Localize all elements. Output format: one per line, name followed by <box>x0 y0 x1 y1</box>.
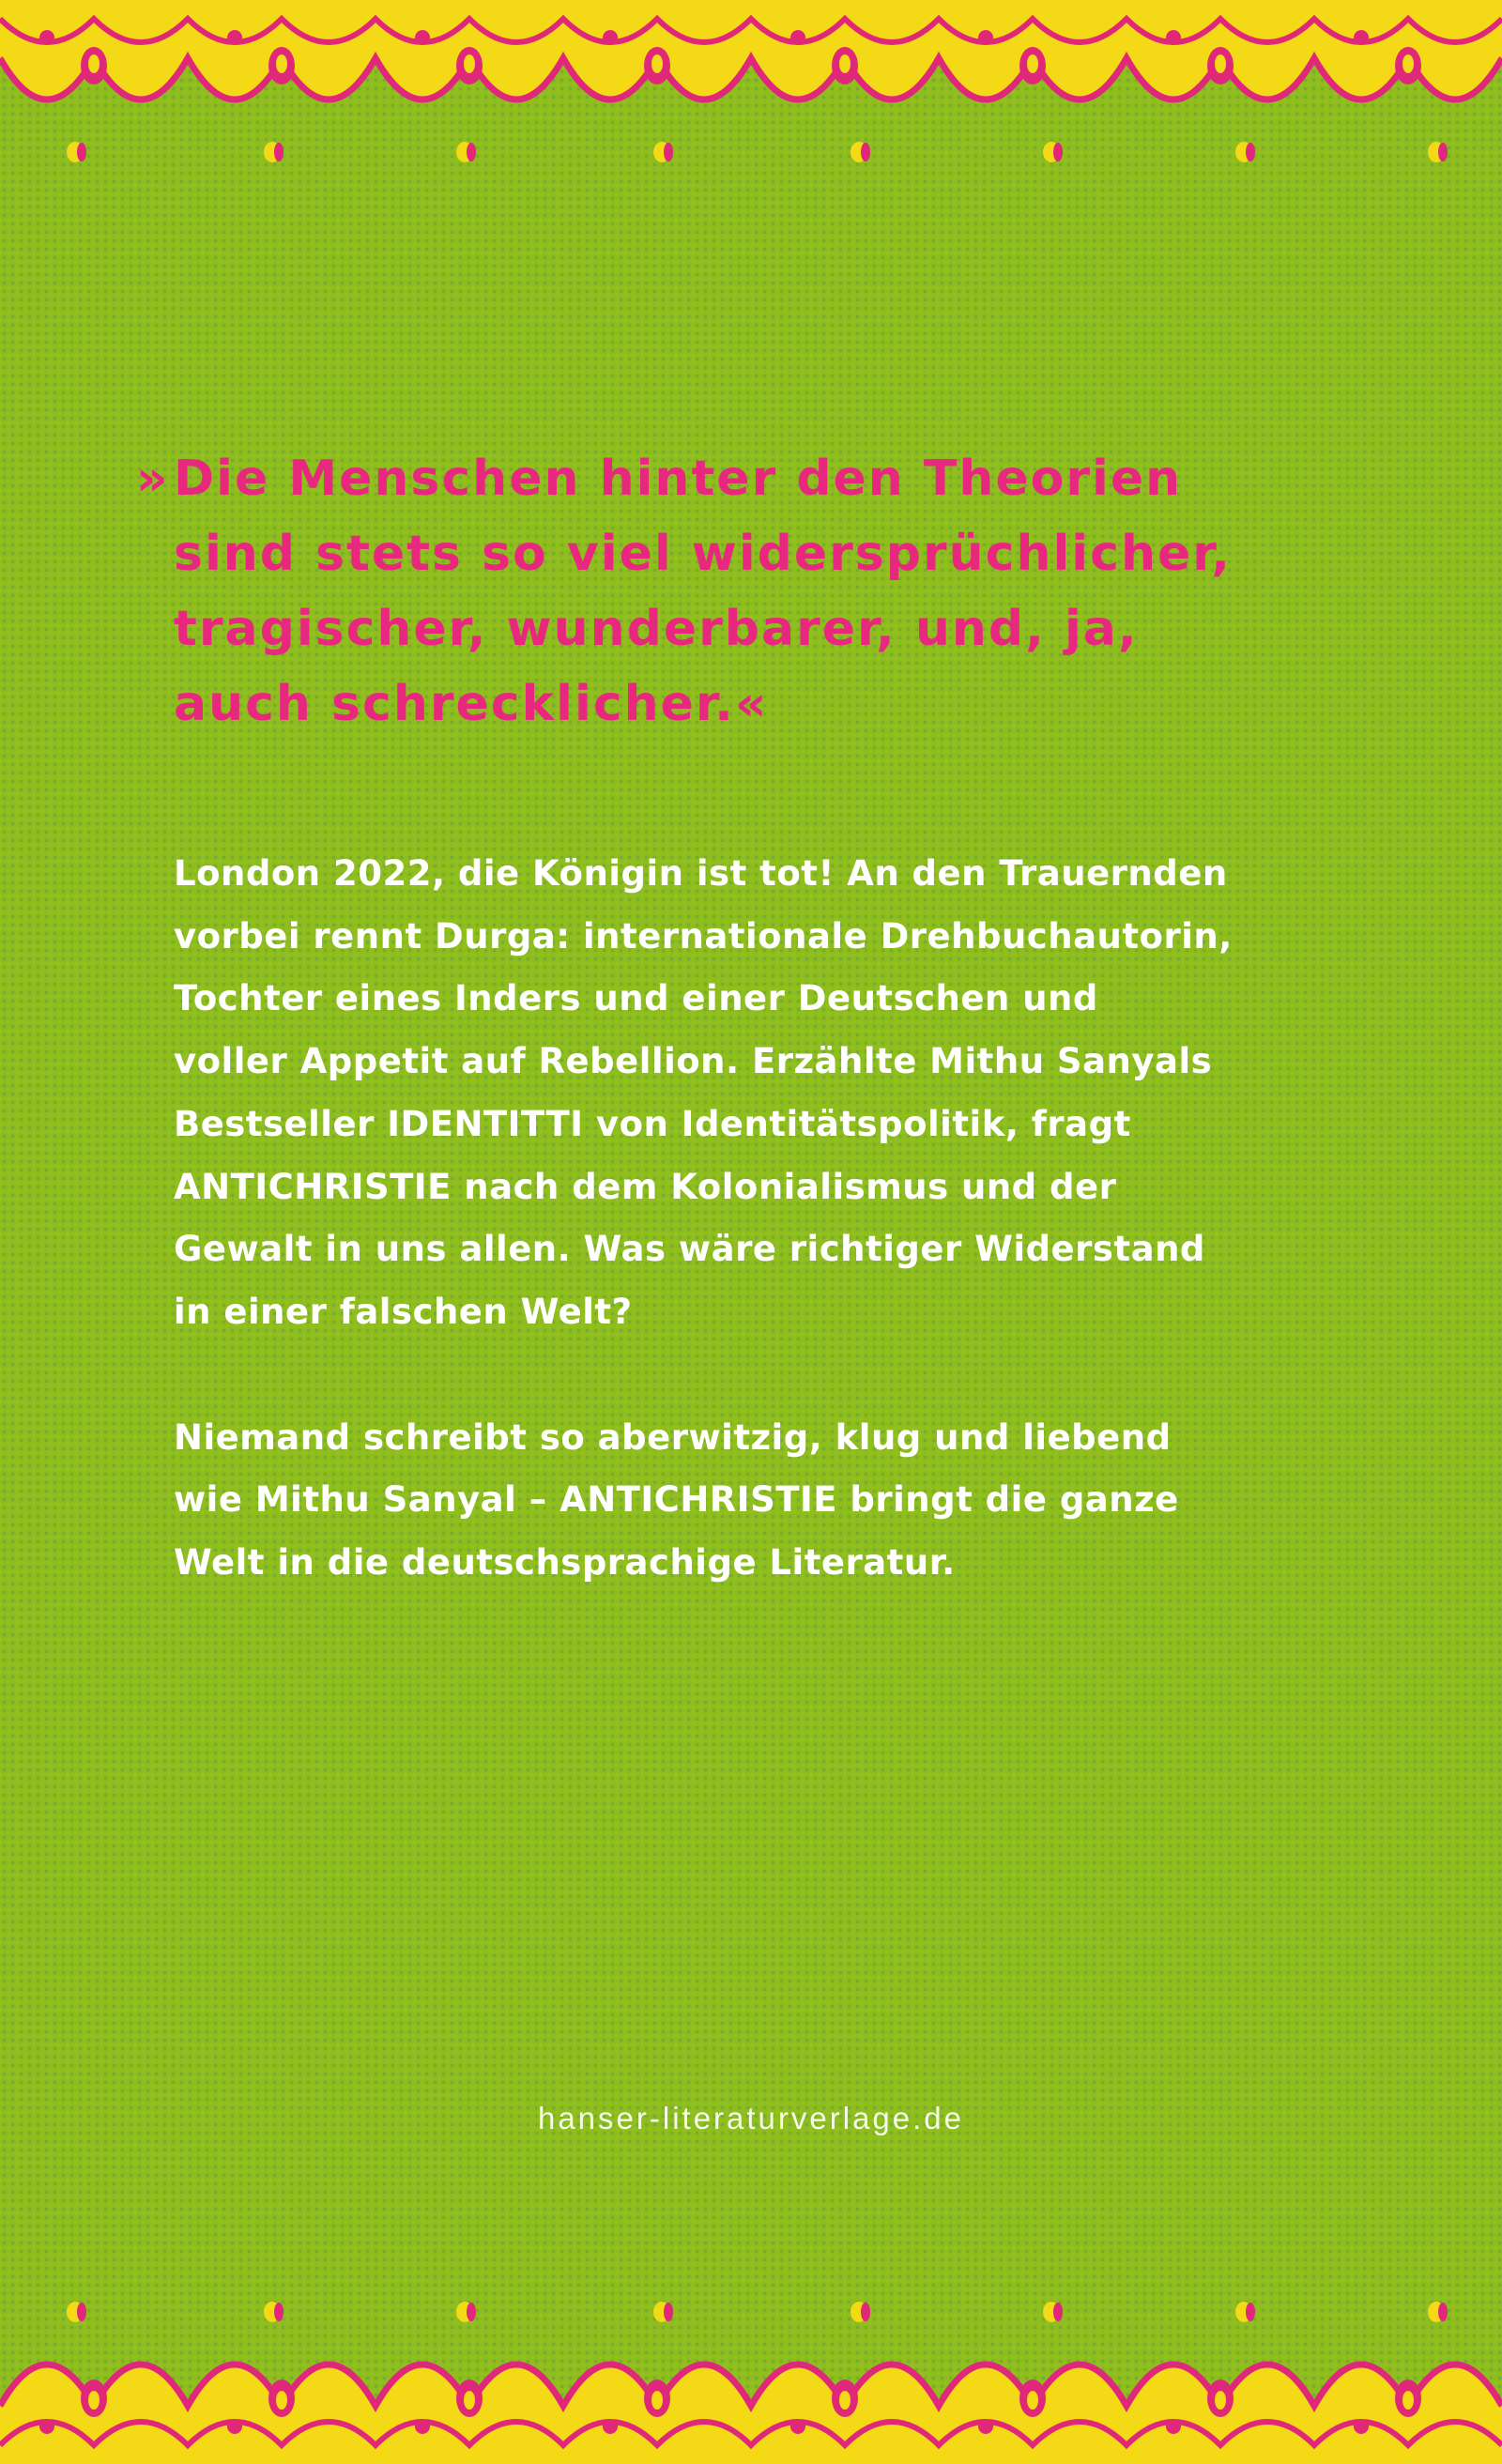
blurb-line: Welt in die deutschsprachige Literatur. <box>174 1542 956 1584</box>
blurb-line: Gewalt in uns allen. Was wäre richtiger Widerstand <box>174 1229 1205 1270</box>
pull-quote <box>136 441 1338 742</box>
top-ornamental-border <box>0 0 1502 169</box>
quote-line: Die Menschen hinter den Theorien <box>174 451 1183 507</box>
bottom-ornamental-border <box>0 2295 1502 2464</box>
blurb-line: Tochter eines Inders und einer Deutschen und <box>174 978 1098 1019</box>
blurb-line: vorbei rennt Durga: internationale Drehbuchautorin, <box>174 915 1233 957</box>
quote-open-mark: » <box>136 451 170 507</box>
blurb-line: wie Mithu Sanyal – ANTICHRISTIE bringt die ganze <box>174 1479 1179 1521</box>
paragraph-gap <box>174 1344 1356 1407</box>
blurb-line: voller Appetit auf Rebellion. Erzählte Mithu Sanyals <box>174 1041 1213 1082</box>
blurb-line: Niemand schreibt so aberwitzig, klug und liebend <box>174 1416 1172 1458</box>
blurb-line: in einer falschen Welt? <box>174 1291 633 1332</box>
blurb-line: ANTICHRISTIE nach dem Kolonialismus und der <box>174 1166 1117 1207</box>
blurb-line: Bestseller IDENTITTI von Identitätspolitik, fragt <box>174 1103 1131 1144</box>
quote-line: tragischer, wunderbarer, und, ja, <box>174 601 1139 657</box>
book-blurb <box>174 843 1356 1595</box>
publisher-website-link[interactable]: hanser-literaturverlage.de <box>537 2101 965 2135</box>
quote-line: sind stets so viel widersprüchlicher, <box>174 526 1232 582</box>
blurb-line: London 2022, die Königin ist tot! An den Trauernden <box>174 853 1228 894</box>
quote-line: auch schrecklicher.« <box>174 676 769 732</box>
